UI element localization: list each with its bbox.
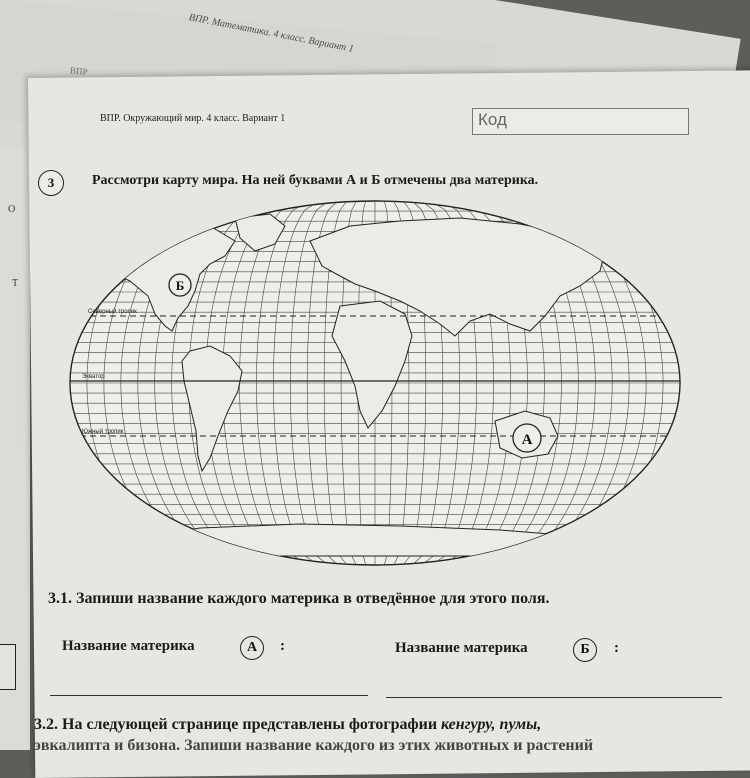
answer-a-label: Название материка	[62, 638, 195, 654]
task-instruction: Рассмотри карту мира. На ней буквами А и Б отмечены два материка.	[92, 173, 539, 188]
marker-b-letter: Б	[175, 278, 185, 293]
map-graticule	[60, 201, 690, 565]
answer-b-line[interactable]	[386, 697, 722, 698]
marker-b	[169, 274, 191, 296]
answer-a-colon: :	[280, 638, 285, 654]
background-page-header: ВПР. Математика. 4 класс. Вариант 1	[187, 12, 355, 55]
edge-letter: Т	[12, 278, 19, 289]
world-map	[60, 196, 690, 581]
edge-letter: О	[8, 204, 16, 215]
answer-b-letter-badge: Б	[573, 638, 597, 662]
south-tropic-label: Южный тропик	[82, 429, 124, 435]
answer-a-letter-badge: А	[240, 636, 264, 660]
question-3-2-animals: кенгуру, пумы,	[441, 716, 542, 733]
marker-a	[513, 424, 541, 452]
question-3-1: 3.1. Запиши название каждого материка в отведённое для этого поля.	[48, 590, 550, 607]
north-tropic-label: Северный тропик	[88, 309, 137, 315]
page-title: ВПР. Окружающий мир. 4 класс. Вариант 1	[100, 113, 286, 124]
continent-antarctica	[80, 524, 660, 556]
answer-a-line[interactable]	[50, 695, 368, 696]
question-3-2	[34, 716, 541, 734]
equator-label: Экватор	[82, 374, 105, 380]
answer-b-label: Название материка	[395, 640, 528, 656]
edge-answer-box	[0, 644, 16, 690]
code-label: Код	[478, 110, 507, 129]
task-number-badge: 3	[38, 170, 64, 196]
code-field[interactable]	[472, 108, 689, 135]
marker-a-letter: А	[521, 432, 533, 448]
background-page-partial-header: ВПР	[69, 65, 88, 77]
question-3-2-prefix: 3.2. На следующей странице представлены фотографии	[34, 716, 442, 733]
question-3-2-line-2: эвкалипта и бизона. Запиши название каждого из этих животных и растений	[34, 737, 594, 754]
answer-b-colon: :	[614, 640, 619, 656]
